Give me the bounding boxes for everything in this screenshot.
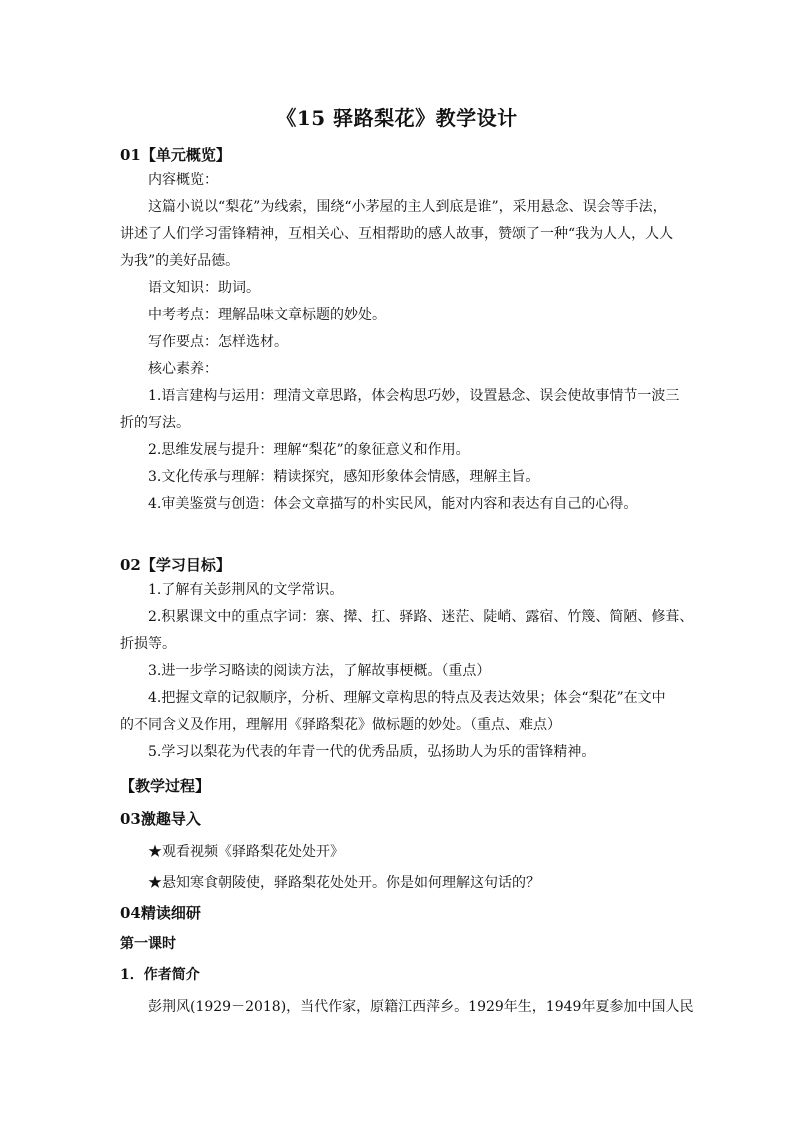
content-overview-label: 内容概览： [148, 172, 218, 188]
literacy-item-1-cont: 折的写法。 [120, 415, 190, 431]
first-lesson-label: 第一课时 [120, 936, 176, 952]
literacy-item-1: 1.语言建构与运用：理清文章思路，体会构思巧妙，设置悬念、误会使故事情节一波三 [148, 388, 680, 404]
section-heading-teaching-process: 【教学过程】 [120, 777, 211, 795]
paragraph-line: 为我”的美好品德。 [120, 253, 240, 269]
document-title: 《15 驿路梨花》教学设计 [276, 106, 518, 130]
goal-item-4: 4.把握文章的记叙顺序，分析、理解文章构思的特点及表达效果；体会“梨花”在文中 [148, 690, 666, 706]
intro-item-video: ★观看视频《驿路梨花处处开》 [148, 844, 344, 860]
paragraph-line: 这篇小说以“梨花”为线索，围绕“小茅屋的主人到底是谁”，采用悬念、误会等手法， [148, 199, 667, 215]
goal-item-3: 3.进一步学习略读的阅读方法，了解故事梗概。（重点） [148, 663, 491, 679]
goal-item-2: 2.积累课文中的重点字词：寨、撵、扛、驿路、迷茫、陡峭、露宿、竹篾、简陋、修葺、 [148, 609, 694, 625]
goal-item-2-cont: 折损等。 [120, 636, 176, 652]
intro-item-question: ★悬知寒食朝陵使，驿路梨花处处开。你是如何理解这句话的？ [148, 875, 540, 891]
goal-item-1: 1.了解有关彭荆风的文学常识。 [148, 582, 344, 598]
language-knowledge-line: 语文知识：助词。 [148, 280, 260, 296]
literacy-item-3: 3.文化传承与理解：精读探究，感知形象体会情感，理解主旨。 [148, 469, 540, 485]
writing-point-line: 写作要点：怎样选材。 [148, 334, 288, 350]
core-literacy-label: 核心素养： [148, 361, 218, 377]
exam-point-line: 中考考点：理解品味文章标题的妙处。 [148, 307, 386, 323]
author-intro-heading: 1．作者简介 [120, 967, 200, 983]
goal-item-5: 5.学习以梨花为代表的年青一代的优秀品质，弘扬助人为乐的雷锋精神。 [148, 744, 596, 760]
author-intro-text: 彭荆风(1929－2018)，当代作家，原籍江西萍乡。1929年生，1949年夏参加中国人民 [148, 999, 694, 1015]
section-heading-learning-goals: 02【学习目标】 [120, 556, 231, 574]
literacy-item-2: 2.思维发展与提升：理解“梨花”的象征意义和作用。 [148, 442, 470, 458]
section-heading-unit-overview: 01【单元概览】 [120, 146, 231, 164]
paragraph-line: 讲述了人们学习雷锋精神，互相关心、互相帮助的感人故事，赞颂了一种“我为人人，人人 [120, 226, 674, 242]
section-heading-intro: 03激趣导入 [120, 810, 201, 828]
section-heading-close-reading: 04精读细研 [120, 904, 201, 922]
goal-item-4-cont: 的不同含义及作用，理解用《驿路梨花》做标题的妙处。（重点、难点） [120, 717, 561, 733]
literacy-item-4: 4.审美鉴赏与创造：体会文章描写的朴实民风，能对内容和表达有自己的心得。 [148, 496, 638, 512]
